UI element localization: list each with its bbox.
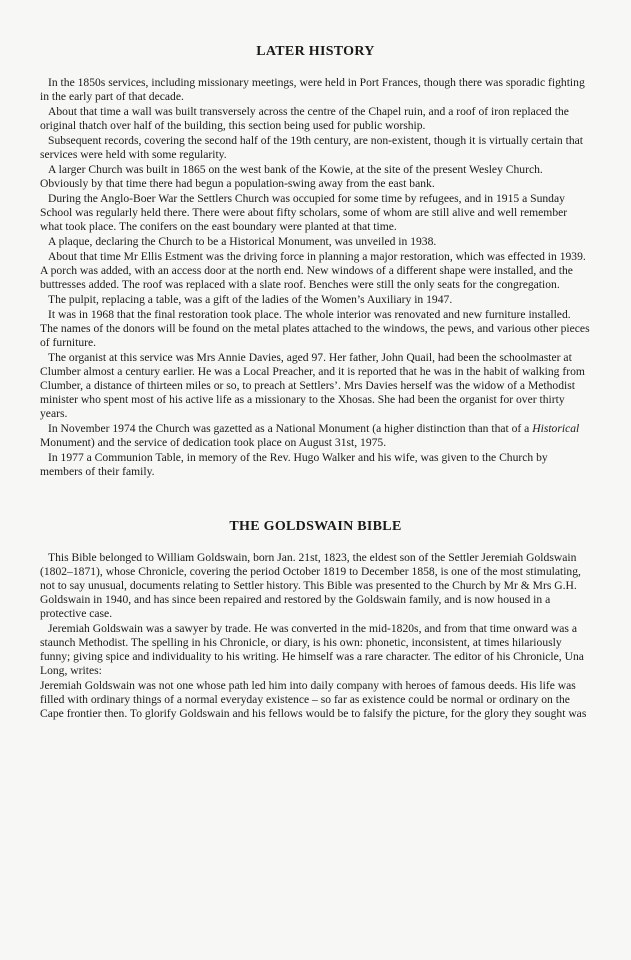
paragraph: Jeremiah Goldswain was a sawyer by trade. He was converted in the mid-1820s, and from that time onward was a staunch Methodist. The spelling in his Chronicle, or diary, is his own: phonetic, inconsistent, at times hilariously funny; giving spice and individuality to his writing. He himself was a rare character. The editor of his Chronicle, Una Long, writes:: [40, 622, 584, 677]
later-history-body: [40, 76, 591, 479]
goldswain-bible-body: [40, 551, 591, 721]
paragraph: The organist at this service was Mrs Annie Davies, aged 97. Her father, John Quail, had been the schoolmaster at Clumber almost a century earlier. He was a Local Preacher, and it is reported that he was in the habit of walking from Clumber, a distance of thirteen miles or so, to preach at Settlers’. Mrs Davies herself was the widow of a Methodist minister who spent most of his active life as a missionary to the Xhosas. She had been the organist for over thirty years.: [40, 351, 585, 420]
paragraph: This Bible belonged to William Goldswain, born Jan. 21st, 1823, the eldest son of the Settler Jeremiah Goldswain (1802–1871), whose Chronicle, covering the period October 1819 to December 1858, is one of the most stimulating, not to say unusual, documents relating to Settler history. This Bible was presented to the Church by Mr & Mrs G.H. Goldswain in 1940, and has since been repaired and restored by the Goldswain family, and is now housed in a protective case.: [40, 551, 581, 620]
paragraph: It was in 1968 that the final restoration took place. The whole interior was renovated and new furniture installed. The names of the donors will be found on the metal plates attached to the windows, the pews, and various other pieces of furniture.: [40, 308, 590, 349]
paragraph: During the Anglo-Boer War the Settlers Church was occupied for some time by refugees, and in 1915 a Sunday School was regularly held there. There were about fifty scholars, some of whom are still alive and well remember what took place. The conifers on the east boundary were planted at that time.: [40, 192, 568, 233]
monument-text-italic: Historical: [532, 422, 580, 435]
paragraph-monument: [40, 422, 591, 450]
paragraph: About that time a wall was built transversely across the centre of the Chapel ruin, and a roof of iron replaced the original thatch over half of the building, this section being used for public worship.: [40, 105, 569, 132]
block-quote: Jeremiah Goldswain was not one whose path led him into daily company with heroes of famous deeds. His life was filled with ordinary things of a normal everyday existence – so far as existence could be normal or ordinary on the Cape frontier then. To glorify Goldswain and his fellows would be to falsify the picture, for the glory they sought was: [40, 679, 587, 720]
paragraph: A plaque, declaring the Church to be a Historical Monument, was unveiled in 1938.: [48, 235, 437, 248]
monument-text-after: Monument) and the service of dedication took place on August 31st, 1975.: [40, 436, 387, 449]
paragraph: A larger Church was built in 1865 on the west bank of the Kowie, at the site of the present Wesley Church. Obviously by that time there had begun a population-swing away from the east bank.: [40, 163, 543, 190]
paragraph: About that time Mr Ellis Estment was the driving force in planning a major restoration, which was effected in 1939. A porch was added, with an access door at the north end. New windows of a different shape were installed, and the buttresses added. The roof was replaced with a slate roof. Benches were still the only seats for the congregation.: [40, 250, 586, 291]
paragraph: In 1977 a Communion Table, in memory of the Rev. Hugo Walker and his wife, was given to the Church by members of their family.: [40, 451, 548, 478]
paragraph: The pulpit, replacing a table, was a gift of the ladies of the Women’s Auxiliary in 1947.: [48, 293, 453, 306]
section-heading-later-history: LATER HISTORY: [256, 44, 375, 59]
monument-text-before: In November 1974 the Church was gazetted as a National Monument (a higher distinction than that of a: [48, 422, 533, 435]
section-heading-goldswain-bible: THE GOLDSWAIN BIBLE: [229, 519, 402, 534]
paragraph: In the 1850s services, including missionary meetings, were held in Port Frances, though there was sporadic fighting in the early part of that decade.: [40, 76, 585, 103]
paragraph: Subsequent records, covering the second half of the 19th century, are non-existent, though it is virtually certain that services were held with some regularity.: [40, 134, 583, 161]
